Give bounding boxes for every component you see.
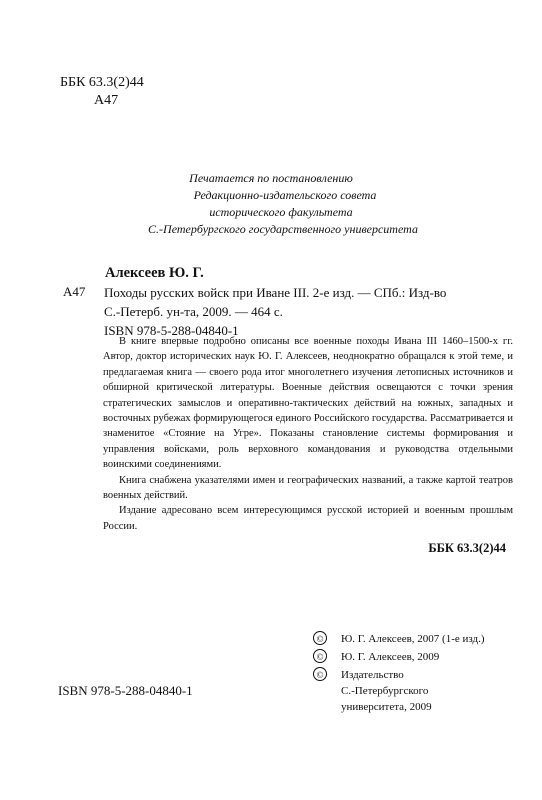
- book-author: Алексеев Ю. Г.: [105, 265, 204, 281]
- imprint-line-1: Печатается по постановлению: [189, 171, 353, 185]
- copyright-icon: ©: [313, 667, 327, 681]
- copyright-text-1: Ю. Г. Алексеев, 2007 (1-е изд.): [341, 633, 485, 645]
- copyright-publisher-line-1: Издательство: [341, 669, 404, 681]
- author-mark-side: А47: [63, 284, 86, 299]
- copyright-row: [313, 631, 523, 647]
- copyright-block: [313, 631, 523, 717]
- bbk-footer-code: ББК 63.3(2)44: [428, 541, 506, 555]
- imprint-line-2: Редакционно-издательского совета: [193, 188, 377, 202]
- annotation-paragraph-2: Книга снабжена указателями имен и географических названий, а также картой театров военных действий.: [103, 474, 513, 502]
- imprint-line-4: С.-Петербургского государственного университета: [148, 222, 418, 236]
- copyright-text-2: Ю. Г. Алексеев, 2009: [341, 651, 440, 663]
- imprint-note: [0, 170, 542, 238]
- annotation-paragraph-3: Издание адресовано всем интересующимся русской историей и военным прошлым России.: [103, 505, 513, 532]
- copyright-row: [313, 649, 523, 665]
- copyright-row: [313, 667, 523, 715]
- copyright-icon: ©: [313, 631, 327, 645]
- annotation-paragraph-1: В книге впервые подробно описаны все военные походы Ивана III 1460–1500-х гг. Автор, доктор исторических наук Ю. Г. Алексеев, неоднократно обращался к этой теме, и предлагаемая книга — своего рода итог многолетнего изучения летописных источников и обширной критической литературы. Военные действия освещаются с точки зрения стратегических замыслов и оперативно-тактических действий на южных, западных и восточных рубежах формирующегося единого Российского государства. Рассматривается и знаменитое «Стояние на Угре». Показаны становление системы формирования и управления войсками, роль верховного командования и руководства отдельными воинскими соединениями.: [103, 336, 513, 471]
- copyright-icon: ©: [313, 649, 327, 663]
- annotation: [103, 334, 513, 534]
- bib-title-line: Походы русских войск при Иване III. 2-е изд. — СПб.: Изд-во: [104, 285, 447, 300]
- bib-publisher-line: С.-Петерб. ун-та, 2009. — 464 с.: [104, 304, 283, 319]
- imprint-line-3: исторического факультета: [209, 205, 353, 219]
- bibliographic-record: [104, 283, 509, 340]
- bbk-header: [60, 74, 144, 110]
- copyright-publisher-line-3: университета, 2009: [341, 701, 432, 713]
- isbn-footer: ISBN 978-5-288-04840-1: [58, 683, 193, 698]
- bib-isbn-line: ISBN 978-5-288-04840-1: [104, 323, 239, 338]
- author-mark: А47: [94, 93, 119, 108]
- copyright-publisher-line-2: С.-Петербургского: [341, 685, 429, 697]
- bbk-code: ББК 63.3(2)44: [60, 75, 144, 90]
